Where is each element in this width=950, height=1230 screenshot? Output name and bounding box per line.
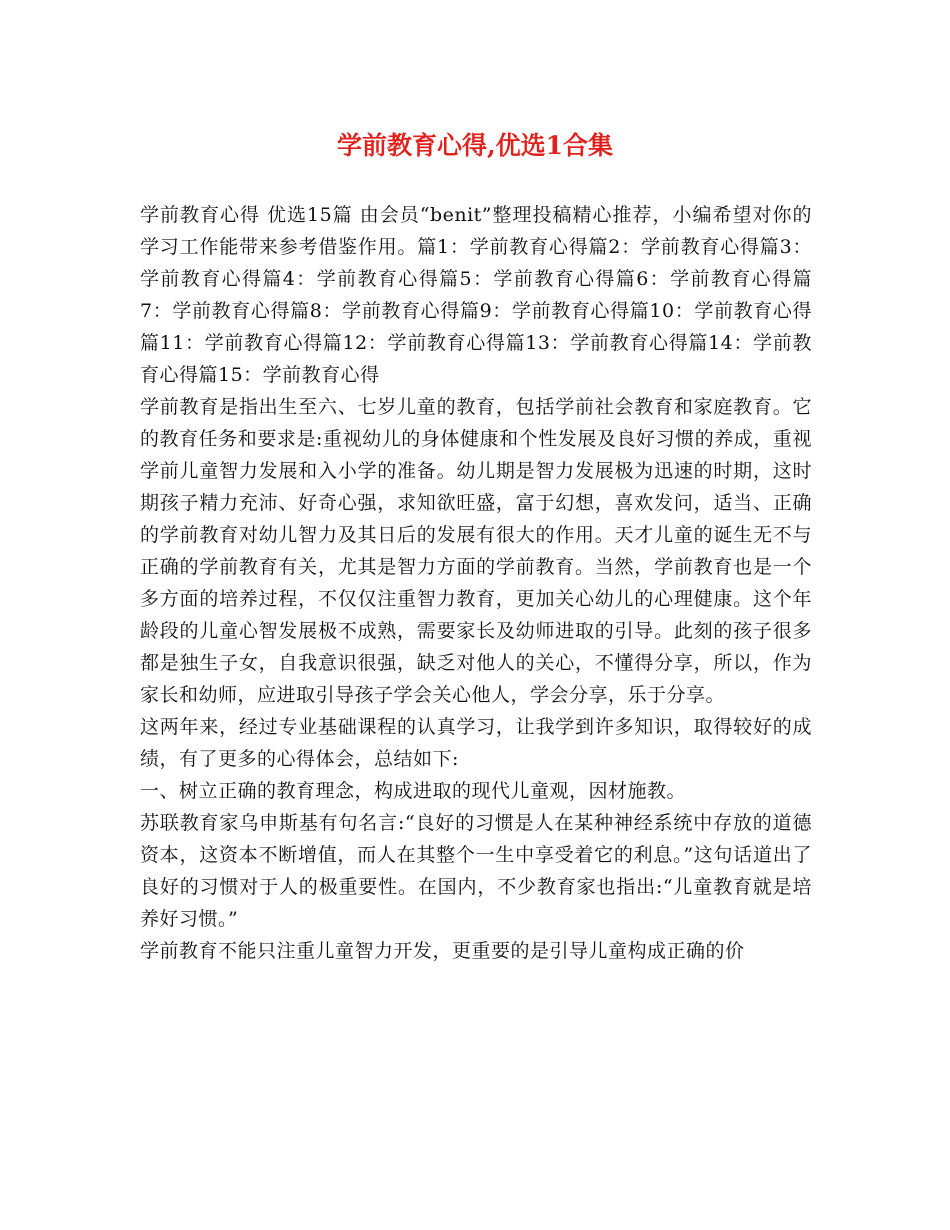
paragraph-continued: 学前教育不能只注重儿童智力开发，更重要的是引导儿童构成正确的价 — [140, 940, 745, 962]
paragraph-summary: 这两年来，经过专业基础课程的认真学习，让我学到许多知识，取得较好的成绩，有了更多的心得体会，总结如下: — [140, 716, 812, 770]
paragraph-section-heading: 一、树立正确的教育理念，构成进取的现代儿童观，因材施教。 — [140, 780, 687, 802]
document-body — [140, 199, 812, 967]
paragraph-definition: 学前教育是指出生至六、七岁儿童的教育，包括学前社会教育和家庭教育。它的教育任务和要求是:重视幼儿的身体健康和个性发展及良好习惯的养成，重视学前儿童智力发展和入小学的准备。幼儿期是智力发展极为迅速的时期，这时期孩子精力充沛、好奇心强，求知欲旺盛，富于幻想，喜欢发问，适当、正确的学前教育对幼儿智力及其日后的发展有很大的作用。天才儿童的诞生无不与正确的学前教育有关，尤其是智力方面的学前教育。当然，学前教育也是一个多方面的培养过程，不仅仅注重智力教育，更加关心幼儿的心理健康。这个年龄段的儿童心智发展极不成熟，需要家长及幼师进取的引导。此刻的孩子很多都是独生子女，自我意识很强，缺乏对他人的关心，不懂得分享，所以，作为家长和幼师，应进取引导孩子学会关心他人，学会分享，乐于分享。 — [140, 396, 812, 706]
paragraph-intro: 学前教育心得 优选15篇 由会员“benit”整理投稿精心推荐，小编希望对你的学习工作能带来参考借鉴作用。篇1：学前教育心得篇2：学前教育心得篇3：学前教育心得篇4：学前教育心得篇5：学前教育心得篇6：学前教育心得篇7：学前教育心得篇8：学前教育心得篇9：学前教育心得篇10：学前教育心得篇11：学前教育心得篇12：学前教育心得篇13：学前教育心得篇14：学前教育心得篇15：学前教育心得 — [140, 204, 812, 386]
document-title: 学前教育心得,优选1合集 — [336, 131, 614, 160]
paragraph-quote: 苏联教育家乌申斯基有句名言:“良好的习惯是人在某种神经系统中存放的道德资本，这资本不断增值，而人在其整个一生中享受着它的利息。”这句话道出了良好的习惯对于人的极重要性。在国内，不少教育家也指出:“儿童教育就是培养好习惯。” — [140, 812, 812, 930]
